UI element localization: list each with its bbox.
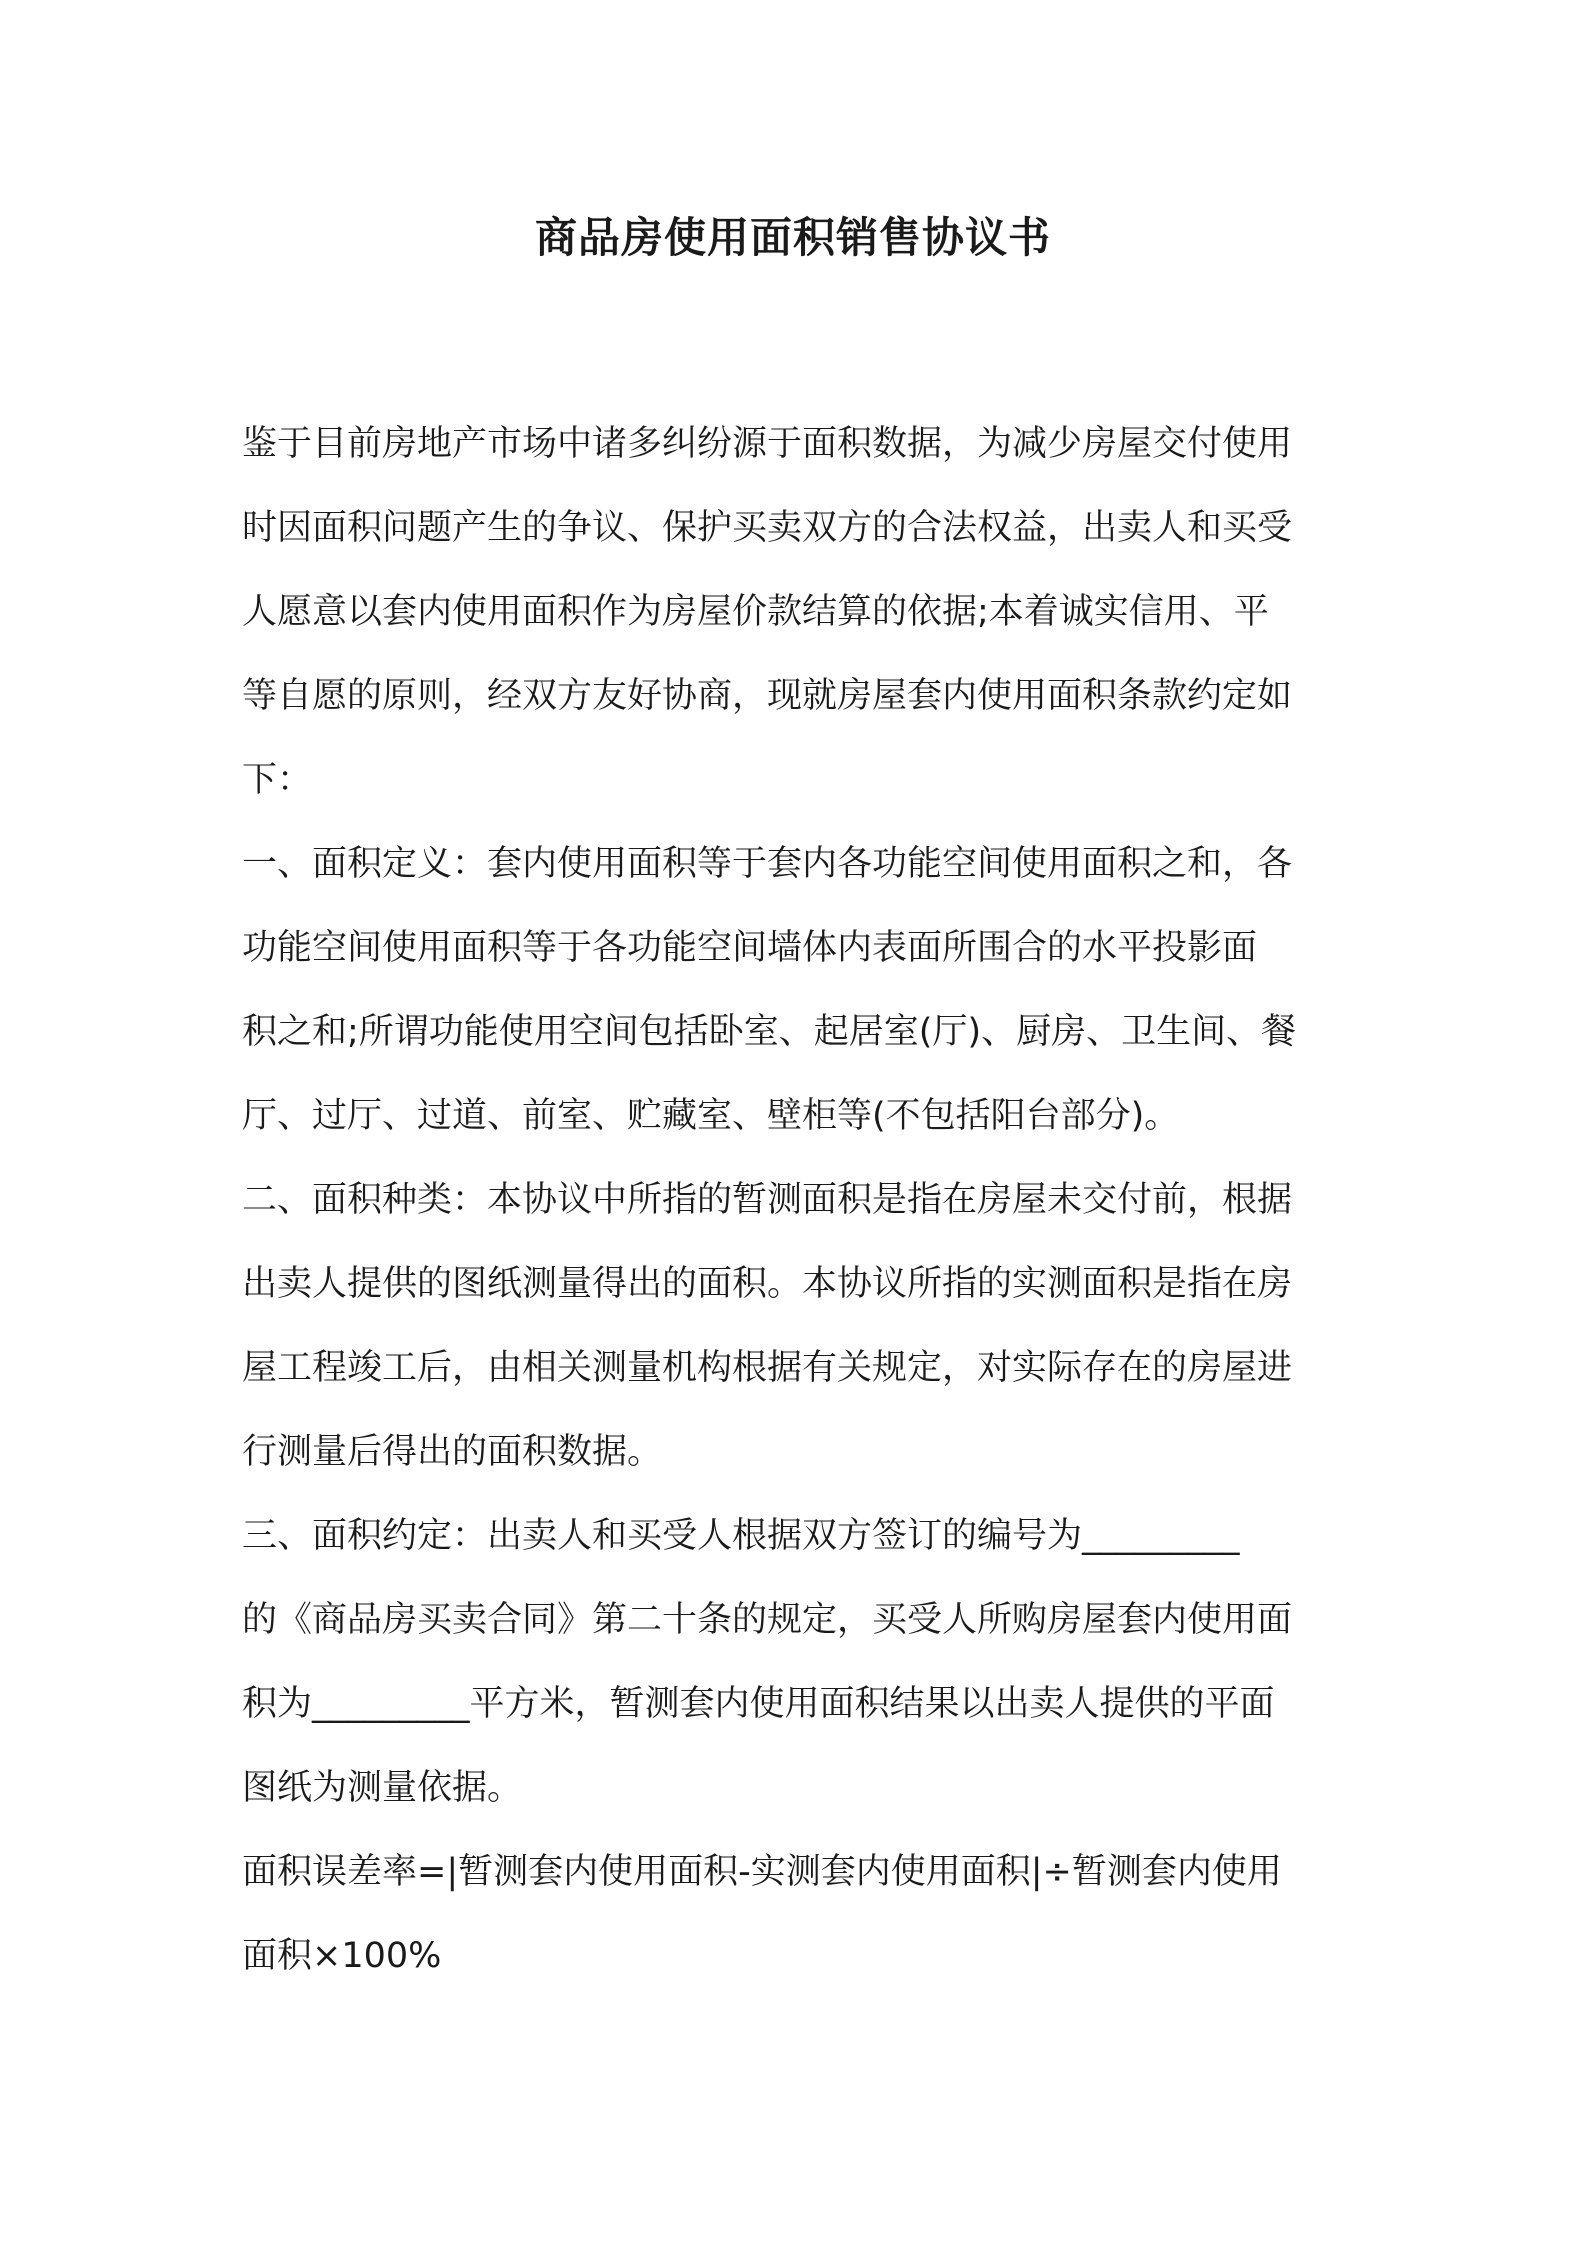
text-line: 下：: [242, 760, 313, 800]
text-line: 人愿意以套内使用面积作为房屋价款结算的依据;本着诚实信用、平: [242, 592, 1269, 632]
text-line: 的《商品房买卖合同》第二十条的规定，买受人所购房屋套内使用面: [242, 1600, 1293, 1640]
text-line: 屋工程竣工后，由相关测量机构根据有关规定，对实际存在的房屋进: [242, 1348, 1293, 1388]
text-line: 等自愿的原则，经双方友好协商，现就房屋套内使用面积条款约定如: [242, 676, 1293, 716]
text-line: 图纸为测量依据。: [242, 1768, 523, 1808]
text-line: 积为_________平方米，暂测套内使用面积结果以出卖人提供的平面: [242, 1684, 1275, 1724]
text-line: 鉴于目前房地产市场中诸多纠纷源于面积数据，为减少房屋交付使用: [242, 424, 1293, 464]
section-3-heading-line: 三、面积约定：出卖人和买受人根据双方签订的编号为_________: [242, 1516, 1240, 1556]
section-2-heading-line: 二、面积种类：本协议中所指的暂测面积是指在房屋未交付前，根据: [242, 1180, 1293, 1220]
section-1-heading-line: 一、面积定义：套内使用面积等于套内各功能空间使用面积之和，各: [242, 844, 1293, 884]
text-line: 积之和;所谓功能使用空间包括卧室、起居室(厅)、厨房、卫生间、餐: [242, 1012, 1297, 1052]
formula-line: 面积×100%: [242, 1936, 442, 1976]
text-line: 时因面积问题产生的争议、保护买卖双方的合法权益，出卖人和买受: [242, 508, 1293, 548]
document-title: 商品房使用面积销售协议书: [534, 213, 1051, 262]
text-line: 行测量后得出的面积数据。: [242, 1432, 663, 1472]
document-body: [242, 402, 1362, 1998]
text-line: 出卖人提供的图纸测量得出的面积。本协议所指的实测面积是指在房: [242, 1264, 1293, 1304]
text-line: 厅、过厅、过道、前室、贮藏室、壁柜等(不包括阳台部分)。: [242, 1096, 1180, 1136]
text-line: 功能空间使用面积等于各功能空间墙体内表面所围合的水平投影面: [242, 928, 1258, 968]
formula-line: 面积误差率=|暂测套内使用面积-实测套内使用面积|÷暂测套内使用: [242, 1852, 1282, 1892]
